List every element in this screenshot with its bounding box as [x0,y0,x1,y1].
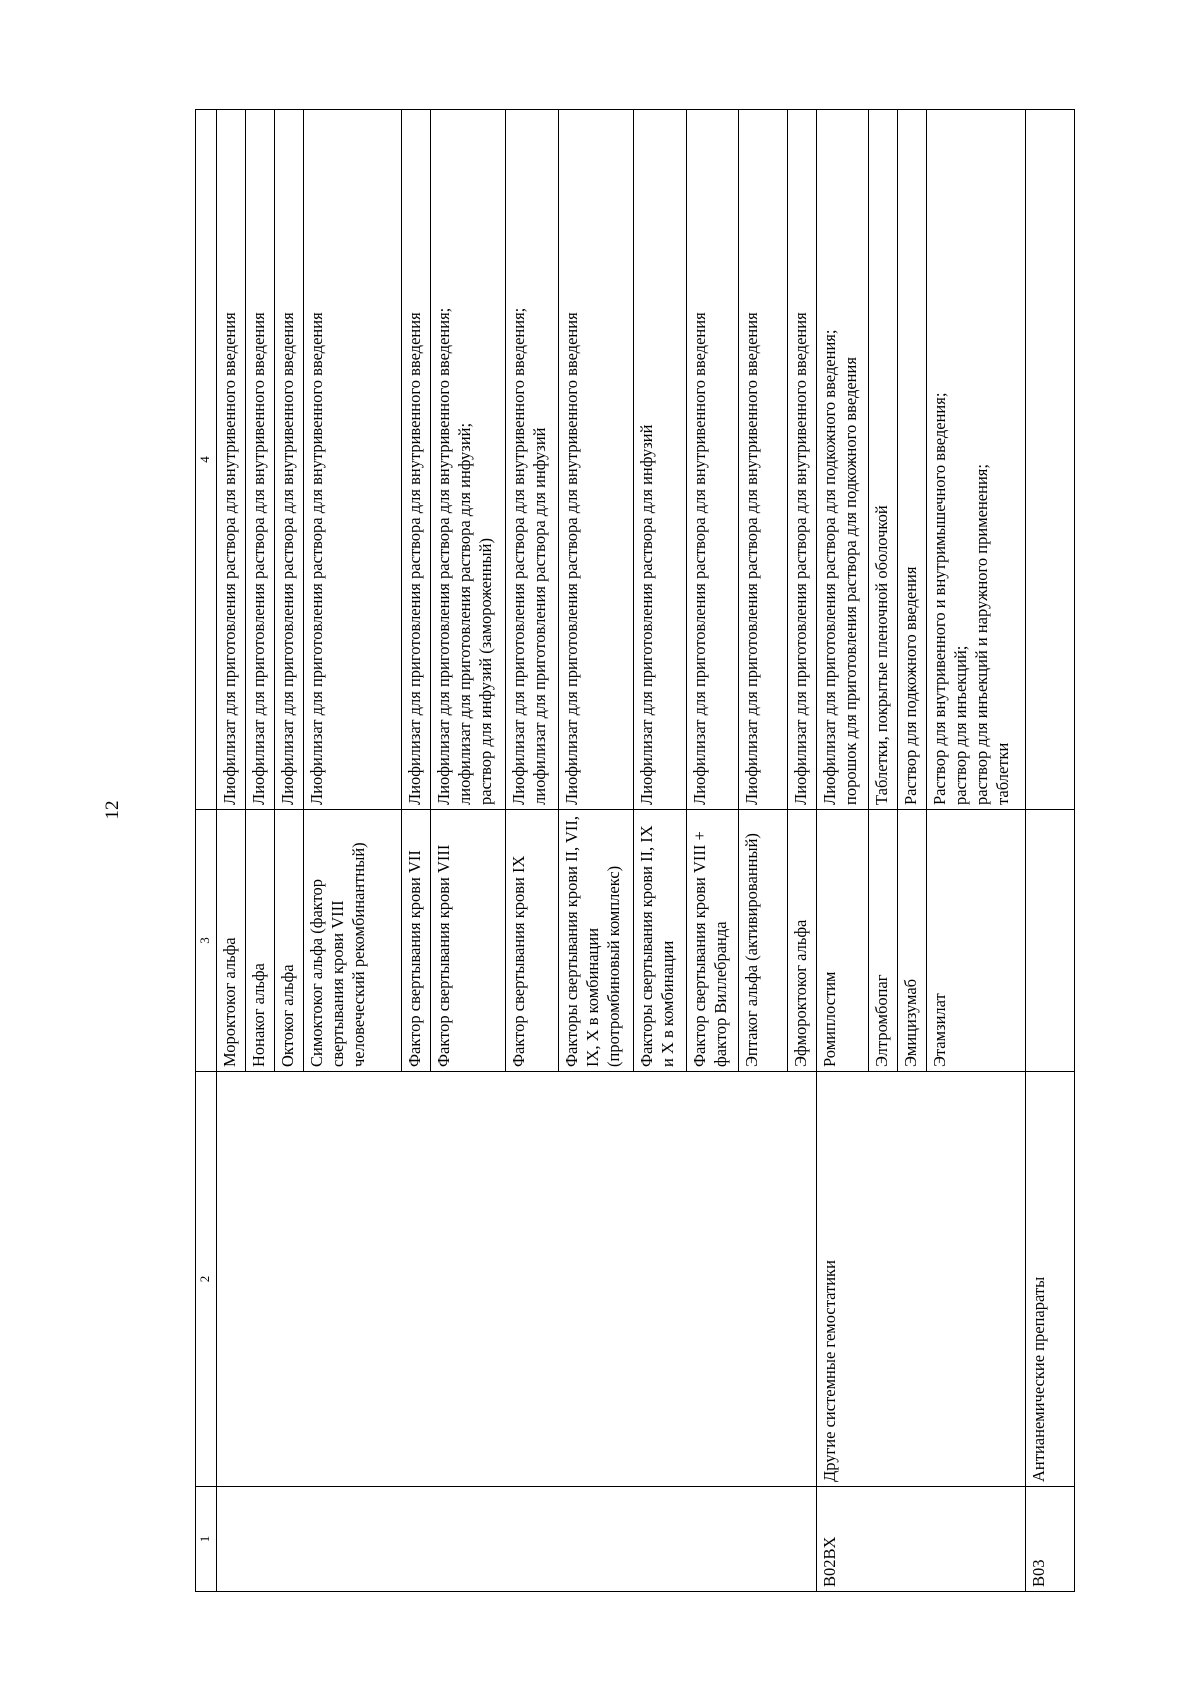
group-name-cell: Другие системные гемостатики [816,1072,1025,1487]
drug-name-cell: Эмицизумаб [897,810,926,1072]
atc-code-cell [217,1487,817,1592]
dosage-forms-cell [506,110,558,810]
drug-name-cell: Ромиплостим [816,810,868,1072]
dosage-form-line: Лиофилизат для приготовления раствора для внутривенного введения; [509,307,529,805]
dosage-form-line: Лиофилизат для приготовления раствора для внутривенного введения [689,312,709,805]
dosage-form-line: Раствор для подкожного введения [900,566,920,805]
header-cell: 3 [196,810,217,1072]
drug-name-cell: Фактор свертывания крови VIII + фактор Виллебранда [686,810,738,1072]
dosage-forms-cell [303,110,401,810]
drug-name-cell: Симоктоког альфа (фактор свертывания крови VIII человеческий рекомбинантный) [303,810,401,1072]
dosage-forms-cell [274,110,303,810]
dosage-form-line: Таблетки, покрытые пленочной оболочкой [872,505,892,805]
drug-name-cell: Эфмороктоког альфа [787,810,816,1072]
drug-name-cell: Этамзилат [926,810,1025,1072]
dosage-forms-cell [738,110,787,810]
dosage-form-line: Лиофилизат для приготовления раствора для инфузий [637,424,657,805]
dosage-form-line: лиофилизат для приготовления раствора для инфузий; [454,422,474,805]
table-row [1025,110,1074,1592]
drug-name-cell: Факторы свертывания крови II, VII, IX, X в комбинации (протромбиновый комплекс) [558,810,634,1072]
drug-name-cell: Фактор свертывания крови IX [506,810,558,1072]
drug-name-cell: Элтромбопаг [869,810,898,1072]
header-cell: 2 [196,1072,217,1487]
group-name-cell: Антианемические препараты [1025,1072,1074,1487]
group-name-cell [217,1072,817,1487]
dosage-form-line: Лиофилизат для приготовления раствора для внутривенного введения [277,312,297,805]
dosage-form-line: порошок для приготовления раствора для подкожного введения [840,357,860,805]
drug-name-cell: Факторы свертывания крови II, IX и X в комбинации [634,810,686,1072]
atc-code-cell: B03 [1025,1487,1074,1592]
header-cell: 1 [196,1487,217,1592]
drug-name-cell: Эптаког альфа (активированный) [738,810,787,1072]
drug-table [195,109,1075,1592]
dosage-form-line: Лиофилизат для приготовления раствора для внутривенного введения [220,312,240,805]
dosage-form-line: Лиофилизат для приготовления раствора для внутривенного введения [249,312,269,805]
dosage-form-line: Лиофилизат для приготовления раствора для внутривенного введения [790,312,810,805]
dosage-form-line: Лиофилизат для приготовления раствора для внутривенного введения [306,312,326,805]
rotated-table-container [195,110,1075,1592]
header-cell: 4 [196,110,217,810]
dosage-form-line: лиофилизат для приготовления раствора для инфузий [530,427,550,805]
dosage-form-line: Лиофилизат для приготовления раствора для внутривенного введения; [433,307,453,805]
dosage-form-line: Лиофилизат для приготовления раствора для внутривенного введения [741,312,761,805]
dosage-forms-cell [686,110,738,810]
atc-code-cell: B02BX [816,1487,1025,1592]
drug-name-cell: Фактор свертывания крови VIII [430,810,506,1072]
drug-name-cell: Нонаког альфа [246,810,275,1072]
drug-name-cell: Фактор свертывания крови VII [401,810,430,1072]
dosage-form-line: Раствор для внутривенного и внутримышечного введения; [929,392,949,805]
dosage-forms-cell [816,110,868,810]
dosage-forms-cell [869,110,898,810]
page-number: 12 [102,800,123,820]
dosage-form-line: раствор для инъекций и наружного применения; [971,464,991,805]
dosage-forms-cell [897,110,926,810]
dosage-forms-cell [246,110,275,810]
dosage-form-line: Лиофилизат для приготовления раствора для внутривенного введения [404,312,424,805]
dosage-forms-cell [401,110,430,810]
drug-name-cell [1025,810,1074,1072]
dosage-form-line: раствор для инфузий (замороженный) [475,538,495,805]
table-row [816,110,868,1592]
drug-name-cell: Мороктоког альфа [217,810,246,1072]
dosage-forms-cell [558,110,634,810]
dosage-forms-cell [430,110,506,810]
drug-name-cell: Октоког альфа [274,810,303,1072]
dosage-form-line: Лиофилизат для приготовления раствора для подкожного введения; [819,329,839,805]
dosage-forms-cell [217,110,246,810]
dosage-form-line: раствор для инъекций; [950,645,970,805]
dosage-form-line: Лиофилизат для приготовления раствора для внутривенного введения [561,312,581,805]
dosage-forms-cell [926,110,1025,810]
header-row [196,110,217,1592]
dosage-forms-cell [787,110,816,810]
dosage-form-line: таблетки [992,742,1012,805]
dosage-forms-cell [634,110,686,810]
dosage-forms-cell [1025,110,1074,810]
table-row [217,110,246,1592]
